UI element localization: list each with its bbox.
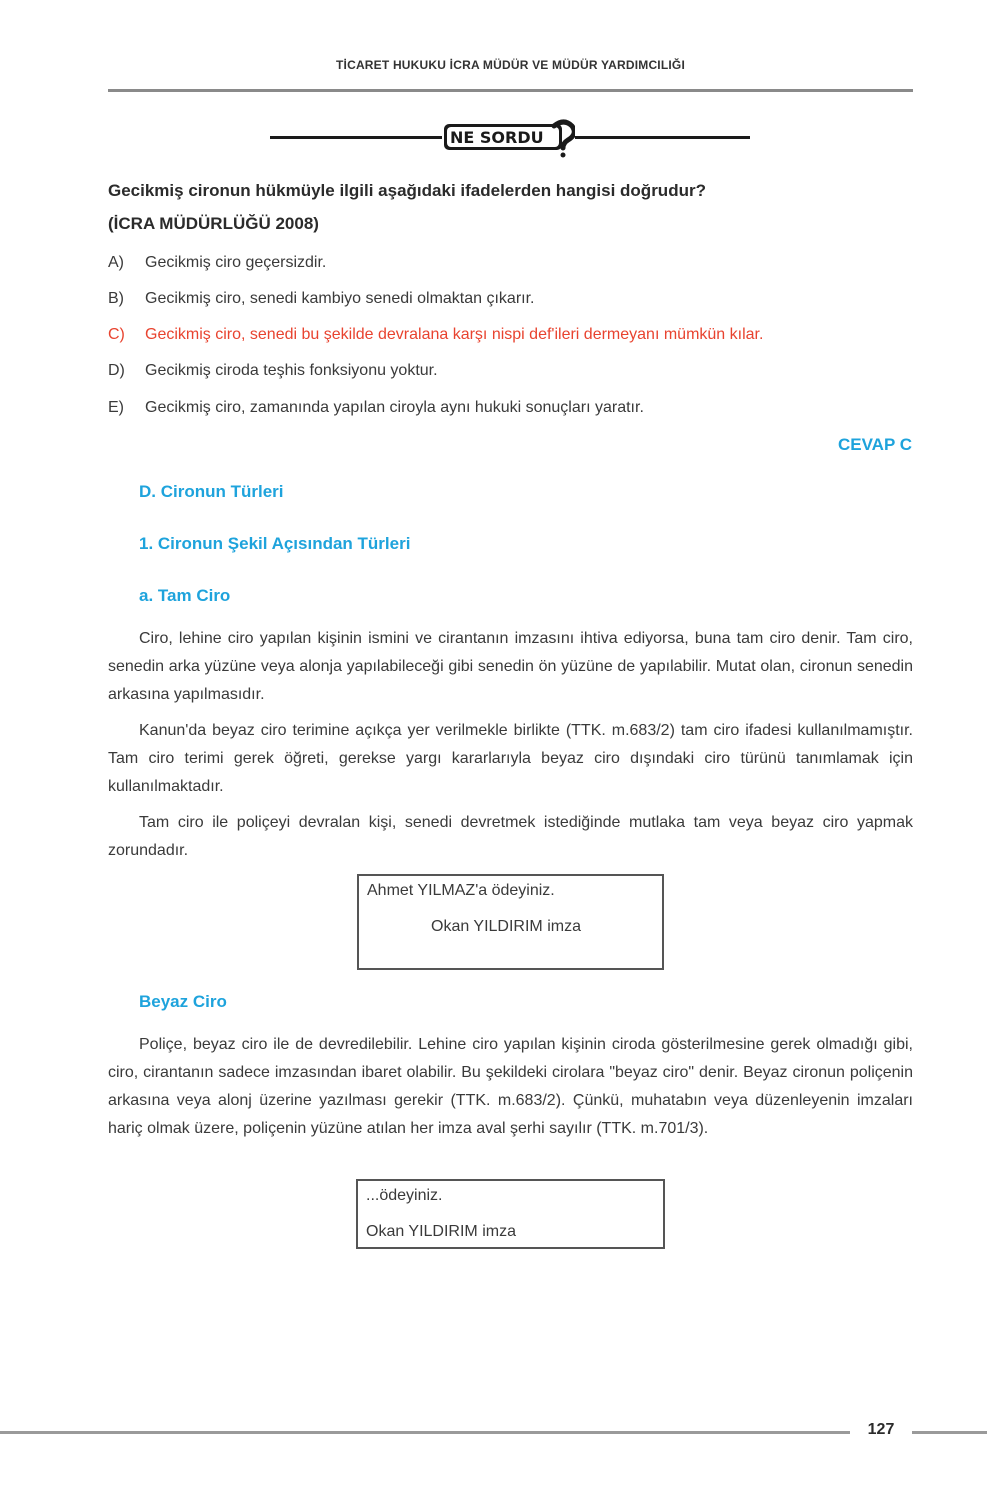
- beyaz-ciro-title: Beyaz Ciro: [139, 992, 227, 1011]
- svg-text:NE SORDU: NE SORDU: [450, 128, 544, 147]
- option-a: [108, 250, 913, 276]
- beyaz-ciro-paragraph: Poliçe, beyaz ciro ile de devredilebilir. Lehine ciro yapılan kişinin ciroda gösterilmesine gerek olmadığı gibi, ciro, cirantanın sadece imzasından ibaret olabilir. Bu şekildeki cirolara "beyaz ciro" denir. Beyaz cironun poliçenin arkasına veya alonj üzerine yazılması gerekir (TTK. m.683/2). Çünkü, muhatabın veya düzenleyenin imzaları hariç olmak üzere, poliçenin yüzüne atılan her imza aval şerhi sayılır (TTK. m.701/3).: [108, 1036, 913, 1137]
- footer-divider-right: [912, 1431, 987, 1434]
- option-text: Gecikmiş ciro, senedi kambiyo senedi olmaktan çıkarır.: [145, 290, 535, 307]
- question-source: (İCRA MÜDÜRLÜĞÜ 2008): [108, 214, 319, 233]
- question-options: [108, 250, 913, 421]
- banner-line-left: [270, 136, 442, 139]
- option-letter: B): [108, 290, 124, 307]
- example-payee-line: ...ödeyiniz.: [366, 1187, 443, 1204]
- example-payee-line: Ahmet YILMAZ'a ödeyiniz.: [367, 882, 555, 899]
- tam-ciro-paragraph-3: Tam ciro ile poliçeyi devralan kişi, senedi devretmek istediğinde mutlaka tam veya beyaz ciro yapmak zorundadır.: [108, 814, 913, 859]
- option-letter: A): [108, 254, 124, 271]
- running-header: TİCARET HUKUKU İCRA MÜDÜR VE MÜDÜR YARDIMCILIĞI: [336, 58, 685, 72]
- option-letter: C): [108, 326, 125, 343]
- header-divider: [108, 89, 913, 92]
- example-signature-line: Okan YILDIRIM imza: [431, 918, 581, 935]
- tam-ciro-example-box: [357, 874, 664, 970]
- option-b: [108, 286, 913, 312]
- example-signature-line: Okan YILDIRIM imza: [366, 1223, 516, 1240]
- page-number: 127: [867, 1421, 895, 1438]
- ne-sordu-logo: [442, 118, 575, 158]
- tam-ciro-paragraph-1: Ciro, lehine ciro yapılan kişinin ismini ve cirantanın imzasını ihtiva ediyorsa, buna tam ciro denir. Tam ciro, senedin arka yüzüne veya alonja yapılabileceği gibi senedin ön yüzüne de yapılabilir. Mutat olan, cironun senedin arkasına yapılmasıdır.: [108, 630, 913, 703]
- section-subtitle: 1. Cironun Şekil Açısından Türleri: [139, 534, 411, 553]
- option-letter: D): [108, 362, 125, 379]
- beyaz-ciro-example-box: [356, 1179, 665, 1249]
- option-letter: E): [108, 399, 124, 416]
- option-text: Gecikmiş ciroda teşhis fonksiyonu yoktur.: [145, 362, 438, 379]
- option-text: Gecikmiş ciro, zamanında yapılan ciroyla aynı hukuki sonuçları yaratır.: [145, 399, 644, 416]
- tam-ciro-title: a. Tam Ciro: [139, 586, 231, 605]
- option-e: [108, 395, 913, 421]
- tam-ciro-paragraph-2: Kanun'da beyaz ciro terimine açıkça yer verilmekle birlikte (TTK. m.683/2) tam ciro ifadesi kullanılmamıştır. Tam ciro terimi gerek öğreti, gerekse yargı kararlarıyla beyaz ciro dışındaki ciro türünü tanımlamak için kullanılmaktadır.: [108, 722, 913, 795]
- answer-label: CEVAP C: [837, 435, 912, 454]
- option-d: [108, 358, 913, 384]
- option-text: Gecikmiş ciro geçersizdir.: [145, 254, 327, 271]
- option-text: Gecikmiş ciro, senedi bu şekilde devralana karşı nispi def'ileri dermeyanı mümkün kılar.: [145, 326, 764, 343]
- banner-line-right: [575, 136, 750, 139]
- section-title: D. Cironun Türleri: [139, 482, 284, 501]
- option-c-correct: [108, 322, 913, 348]
- question-text: Gecikmiş cironun hükmüyle ilgili aşağıdaki ifadelerden hangisi doğrudur?: [108, 181, 706, 200]
- ne-sordu-banner: [270, 118, 750, 158]
- footer-divider-left: [0, 1431, 850, 1434]
